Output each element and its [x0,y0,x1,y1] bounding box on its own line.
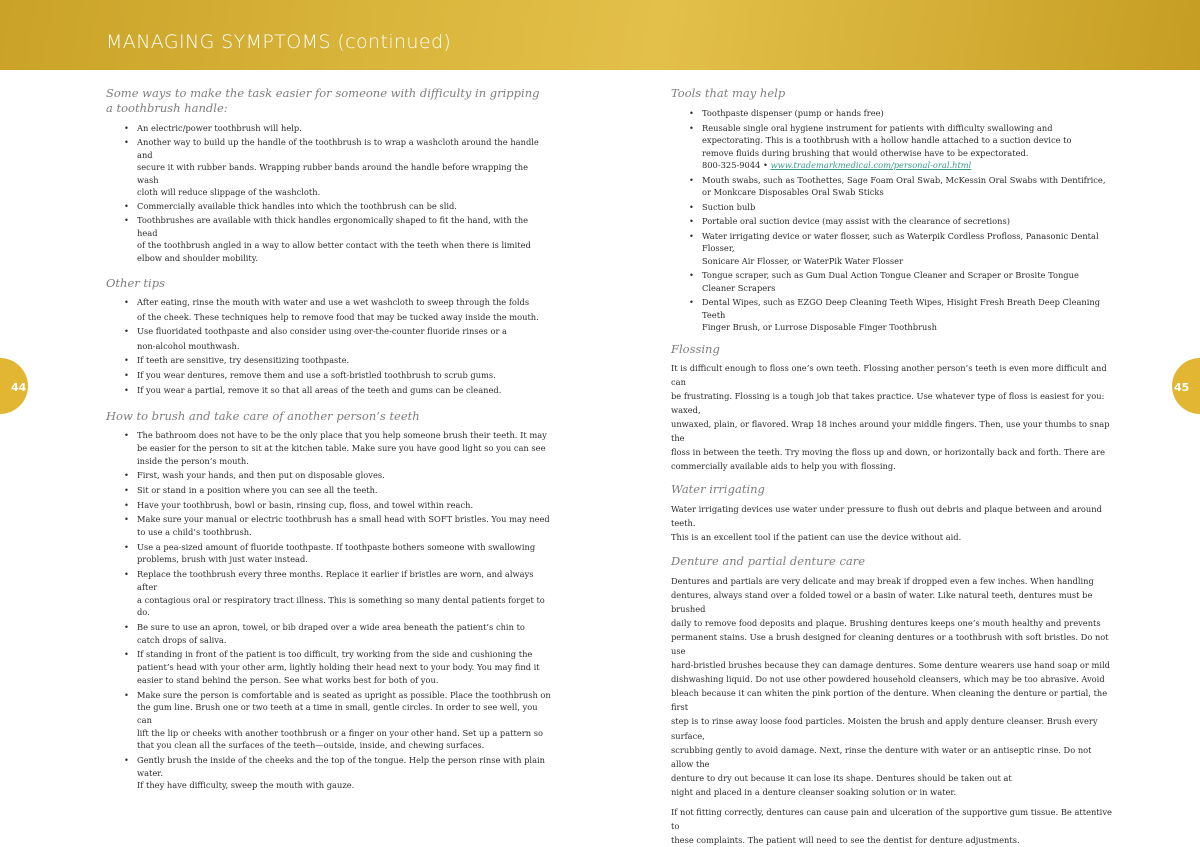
list-item [106,484,551,497]
paragraph-line: these complaints. The patient will need to see the dentist for denture adjustments. [671,835,1020,846]
list-item-line: easier to stand behind the person. See what works best for both of you. [137,674,439,685]
paragraph-line: dishwashing liquid. Do not use other powdered household cleansers, which may be too abrasive. Avoid [671,674,1105,685]
flossing-section [671,342,1116,474]
paragraph-line: night and placed in a denture cleanser soaking solution or in water. [671,786,957,797]
list-item-line: lift the lip or cheeks with another toothbrush or a finger on your other hand. Set up a pattern so [137,727,543,738]
list-item-line: Water irrigating device or water flosser, such as Waterpik Cordless Profloss, Panasonic Dental Flosser, [702,230,1099,253]
list-item [671,174,1116,199]
list-item-line: to use a child’s toothbrush. [137,527,252,538]
paragraph-line: scrubbing gently to avoid damage. Next, rinse the denture with water or an antiseptic rinse. Do not allow the [671,744,1092,769]
denture-section [671,554,1116,847]
list-item-line: Use a pea-sized amount of fluoride toothpaste. If toothpaste bothers someone with swallowing [137,541,536,552]
list-item-line: After eating, rinse the mouth with water and use a wet washcloth to sweep through the folds [137,297,530,307]
list-item-line: a contagious oral or respiratory tract illness. This is something so many dental patients forget to do. [137,594,545,618]
list-item-line: Make sure your manual or electric toothbrush has a small head with SOFT bristles. You may need [137,514,550,525]
brush-heading: How to brush and take care of another person’s teeth [106,409,420,424]
denture-paragraph-2 [671,805,1116,847]
denture-heading: Denture and partial denture care [671,553,866,568]
list-item-line: secure it with rubber bands. Wrapping rubber bands around the handle before wrapping the wash [137,162,529,185]
list-item-line: expectorating. This is a toothbrush with a hollow handle attached to a suction device to [702,135,1072,145]
left-column [106,86,551,794]
list-item [106,295,551,324]
list-item [106,568,551,619]
list-item-line: be easier for the person to sit at the kitchen table. Make sure you have good light so you can see [137,442,546,453]
list-item-line: An electric/power toothbrush will help. [137,123,302,133]
list-item-line: Portable oral suction device (may assist with the clearance of secretions) [702,216,1011,226]
list-item [671,107,1116,120]
list-item-line: or Monkcare Disposables Oral Swab Sticks [702,187,884,197]
list-item-line: Replace the toothbrush every three months. Replace it earlier if bristles are worn, and always after [137,569,534,592]
paragraph-line: Water irrigating devices use water under pressure to flush out debris and plaque between and around teeth. [671,504,1102,529]
list-item-line: Cleaner Scrapers [702,282,776,293]
list-item [106,541,551,566]
paragraph-line: dentures, always stand over a folded towel or a basin of water. Like natural teeth, dentures must be brushed [671,589,1093,614]
list-item-line: If you wear a partial, remove it so that all areas of the teeth and gums can be cleaned. [137,384,502,395]
list-item-line: of the toothbrush angled in a way to allow better contact with the teeth when there is limited [137,240,531,250]
list-item [106,754,551,792]
list-item-line: the gum line. Brush one or two teeth at a time in small, gentle circles. In order to see well, you can [137,702,538,725]
list-item-line: remove fluids during brushing that would otherwise have to be expectorated. [702,147,1029,158]
list-item [671,230,1116,268]
grip-heading [106,86,551,116]
grip-section [106,86,551,264]
list-item-line: patient’s head with your other arm, lightly holding their head next to your body. You may find it [137,662,540,673]
paragraph-line: This is an excellent tool if the patient can use the device without aid. [671,532,962,543]
flossing-heading: Flossing [671,341,720,356]
list-item [106,214,551,264]
paragraph-line: be frustrating. Flossing is a tough job that takes practice. Use whatever type of floss is easiest for you: waxed, [671,390,1105,415]
list-item [671,296,1116,334]
list-item-line: of the cheek. These techniques help to remove food that may be tucked away inside the mouth. [137,311,539,322]
list-item-line: First, wash your hands, and then put on disposable gloves. [137,470,385,481]
list-item [106,368,551,383]
tools-heading: Tools that may help [671,86,786,100]
grip-heading-line-2: a toothbrush handle: [106,101,228,115]
list-item [106,383,551,398]
flossing-paragraph [671,361,1116,474]
paragraph-line: Dentures and partials are very delicate and may break if dropped even a few inches. When handling [671,575,1094,586]
water-irrigating-paragraph [671,502,1116,544]
list-item-line: Finger Brush, or Lurrose Disposable Finger Toothbrush [702,322,937,332]
list-item [106,499,551,512]
other-tips-list [106,295,551,397]
denture-paragraph [671,574,1116,800]
paragraph-line: commercially available aids to help you with flossing. [671,461,896,472]
list-item [106,429,551,467]
paragraph-line: permanent stains. Use a brush designed for cleaning dentures or a toothbrush with soft bristles. Do not use [671,631,1109,656]
list-item [671,122,1116,172]
water-irrigating-section [671,482,1116,544]
paragraph-line: floss in between the teeth. Try moving the floss up and down, or horizontally back and forth. There are [671,447,1105,458]
list-item [106,122,551,135]
right-column [671,86,1116,847]
page-header-banner [0,0,1200,70]
paragraph-line: step is to rinse away loose food particles. Moisten the brush and apply denture cleanser. Brush every surface, [671,716,1098,741]
list-item-line: Suction bulb [702,201,756,212]
list-item [106,648,551,686]
list-item [106,200,551,213]
list-item-line: elbow and shoulder mobility. [137,252,258,263]
brush-section [106,409,551,792]
paragraph-line: denture to dry out because it can lose its shape. Dentures should be taken out at [671,772,1012,783]
page-number-right: 45 [1174,381,1190,394]
list-item-line: Tongue scraper, such as Gum Dual Action Tongue Cleaner and Scraper or Brosite Tongue [702,270,1079,280]
page-title: MANAGING SYMPTOMS (continued) [106,31,452,53]
list-item-line: inside the person’s mouth. [137,455,249,466]
list-item-line: If you wear dentures, remove them and use a soft-bristled toothbrush to scrub gums. [137,369,496,380]
list-item [671,269,1116,294]
list-item-line: catch drops of saliva. [137,634,227,645]
list-item-line: Reusable single oral hygiene instrument for patients with difficulty swallowing and [702,122,1053,133]
list-item-line: If standing in front of the patient is too difficult, try working from the side and cushioning the [137,649,533,660]
tools-section [671,86,1116,334]
brush-list [106,429,551,792]
list-item-line: Gently brush the inside of the cheeks and the top of the tongue. Help the person rinse with plain water. [137,755,546,778]
list-item-line: problems, brush with just water instead. [137,554,308,565]
list-item-line: If teeth are sensitive, try desensitizing toothpaste. [137,355,350,366]
list-item-line: Sonicare Air Flosser, or WaterPik Water Flosser [702,255,904,266]
page-number-left: 44 [11,381,27,394]
list-item [106,136,551,199]
list-item-line: If they have difficulty, sweep the mouth with gauze. [137,780,355,791]
list-item-line: Sit or stand in a position where you can see all the teeth. [137,484,378,495]
list-item-line: Dental Wipes, such as EZGO Deep Cleaning Teeth Wipes, Hisight Fresh Breath Deep Cleaning Teeth [702,297,1101,320]
list-item [106,621,551,646]
paragraph-line: bleach because it can whiten the pink portion of the denture. When cleaning the denture or partial, the first [671,688,1108,713]
paragraph-line: hard-bristled brushes because they can damage dentures. Some denture wearers use hand soap or mild [671,660,1110,671]
tools-list [671,107,1116,172]
list-item [106,513,551,538]
list-item-line: The bathroom does not have to be the only place that you help someone brush their teeth. It may [137,430,547,441]
list-item-line: Commercially available thick handles into which the toothbrush can be slid. [137,201,457,211]
tools-list-continued [671,174,1116,334]
grip-heading-line-1: Some ways to make the task easier for someone with difficulty in gripping [106,86,540,100]
list-item [106,689,551,753]
paragraph-line: If not fitting correctly, dentures can cause pain and ulceration of the supportive gum tissue. Be attentive to [671,807,1112,832]
paragraph-line: It is difficult enough to floss one’s own teeth. Flossing another person’s teeth is even more difficult and can [671,362,1107,387]
list-item [106,469,551,482]
grip-list [106,122,551,264]
list-item-line: Make sure the person is comfortable and is seated as upright as possible. Place the toothbrush on [137,689,551,700]
list-item [671,215,1116,228]
list-item [671,201,1116,214]
paragraph-line: unwaxed, plain, or flavored. Wrap 18 inches around your middle fingers. Then, use your thumbs to snap the [671,418,1110,443]
list-item-line: Another way to build up the handle of the toothbrush is to wrap a washcloth around the handle and [137,137,539,160]
list-item-line: Have your toothbrush, bowl or basin, rinsing cup, floss, and towel within reach. [137,499,474,510]
list-item [106,353,551,368]
paragraph-line: daily to remove food deposits and plaque. Brushing dentures keeps one’s mouth healthy and prevents [671,617,1101,628]
phone-number: 800-325-9044 • [702,160,771,170]
other-tips-section [106,276,551,397]
list-item-line: Mouth swabs, such as Toothettes, Sage Foam Oral Swab, McKessin Oral Swabs with Dentifrice, [702,174,1106,185]
other-tips-heading: Other tips [106,276,165,290]
water-irrigating-heading: Water irrigating [671,482,765,497]
trademark-medical-link[interactable]: www.trademarkmedical.com/personal-oral.html [770,160,972,170]
list-item-line: Be sure to use an apron, towel, or bib draped over a wide area beneath the patient’s chin to [137,622,525,632]
list-item-line: non-alcohol mouthwash. [137,340,240,351]
list-item-line: Toothbrushes are available with thick handles ergonomically shaped to fit the hand, with the head [137,215,529,238]
list-item-text: Toothpaste dispenser (pump or hands free) [702,108,884,118]
list-item [106,324,551,353]
list-item-line: that you clean all the surfaces of the teeth—outside, inside, and chewing surfaces. [137,740,485,751]
list-item-line: Use fluoridated toothpaste and also consider using over-the-counter fluoride rinses or a [137,326,507,337]
list-item-line: cloth will reduce slippage of the washcloth. [137,187,321,197]
